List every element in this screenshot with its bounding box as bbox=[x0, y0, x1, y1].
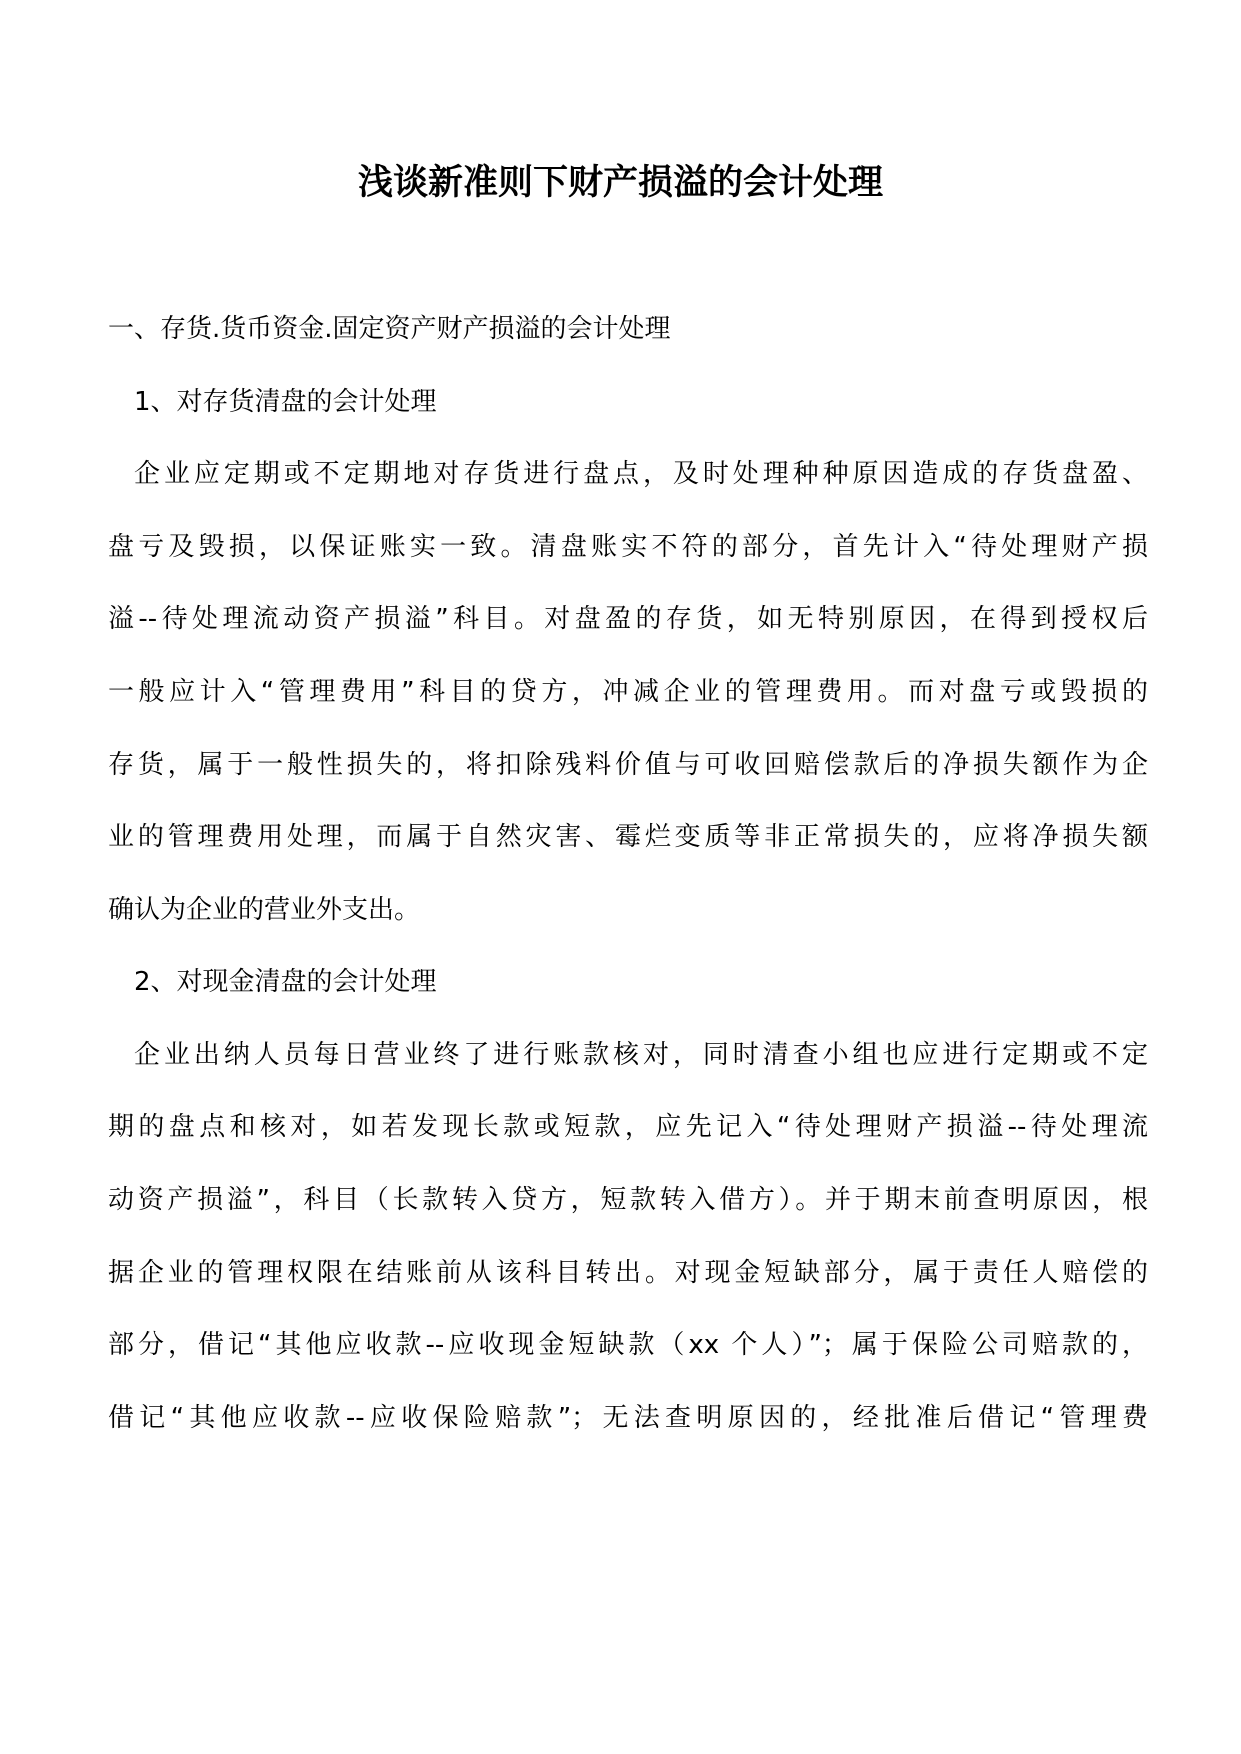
paragraph-line: 据企业的管理权限在结账前从该科目转出。对现金短缺部分，属于责任人赔偿的 bbox=[108, 1258, 1148, 1288]
paragraph-line: 存货，属于一般性损失的，将扣除残料价值与可收回赔偿款后的净损失额作为企 bbox=[108, 750, 1148, 780]
subsection-heading: 1、对存货清盘的会计处理 bbox=[134, 387, 437, 417]
paragraph-line: 一般应计入“管理费用”科目的贷方，冲减企业的管理费用。而对盘亏或毁损的 bbox=[108, 677, 1148, 707]
paragraph-line: 部分，借记“其他应收款--应收现金短缺款（xx 个人）”；属于保险公司赔款的， bbox=[108, 1330, 1148, 1360]
paragraph-line: 期的盘点和核对，如若发现长款或短款，应先记入“待处理财产损溢--待处理流 bbox=[108, 1112, 1148, 1142]
paragraph-line: 企业出纳人员每日营业终了进行账款核对，同时清查小组也应进行定期或不定 bbox=[134, 1040, 1148, 1070]
subsection-heading: 2、对现金清盘的会计处理 bbox=[134, 967, 437, 997]
paragraph-line: 确认为企业的营业外支出。 bbox=[108, 895, 421, 925]
paragraph-line: 动资产损溢”，科目（长款转入贷方，短款转入借方）。并于期末前查明原因，根 bbox=[108, 1185, 1148, 1215]
section-heading: 一、存货.货币资金.固定资产财产损溢的会计处理 bbox=[108, 314, 671, 344]
paragraph-line: 盘亏及毁损，以保证账实一致。清盘账实不符的部分，首先计入“待处理财产损 bbox=[108, 532, 1148, 562]
paragraph-line: 借记“其他应收款--应收保险赔款”；无法查明原因的，经批准后借记“管理费 bbox=[108, 1403, 1148, 1433]
paragraph-line: 企业应定期或不定期地对存货进行盘点，及时处理种种原因造成的存货盘盈、 bbox=[134, 459, 1148, 489]
paragraph-line: 溢--待处理流动资产损溢”科目。对盘盈的存货，如无特别原因，在得到授权后 bbox=[108, 604, 1148, 634]
paragraph-line: 业的管理费用处理，而属于自然灾害、霉烂变质等非正常损失的，应将净损失额 bbox=[108, 822, 1148, 852]
document-title: 浅谈新准则下财产损溢的会计处理 bbox=[357, 162, 883, 203]
